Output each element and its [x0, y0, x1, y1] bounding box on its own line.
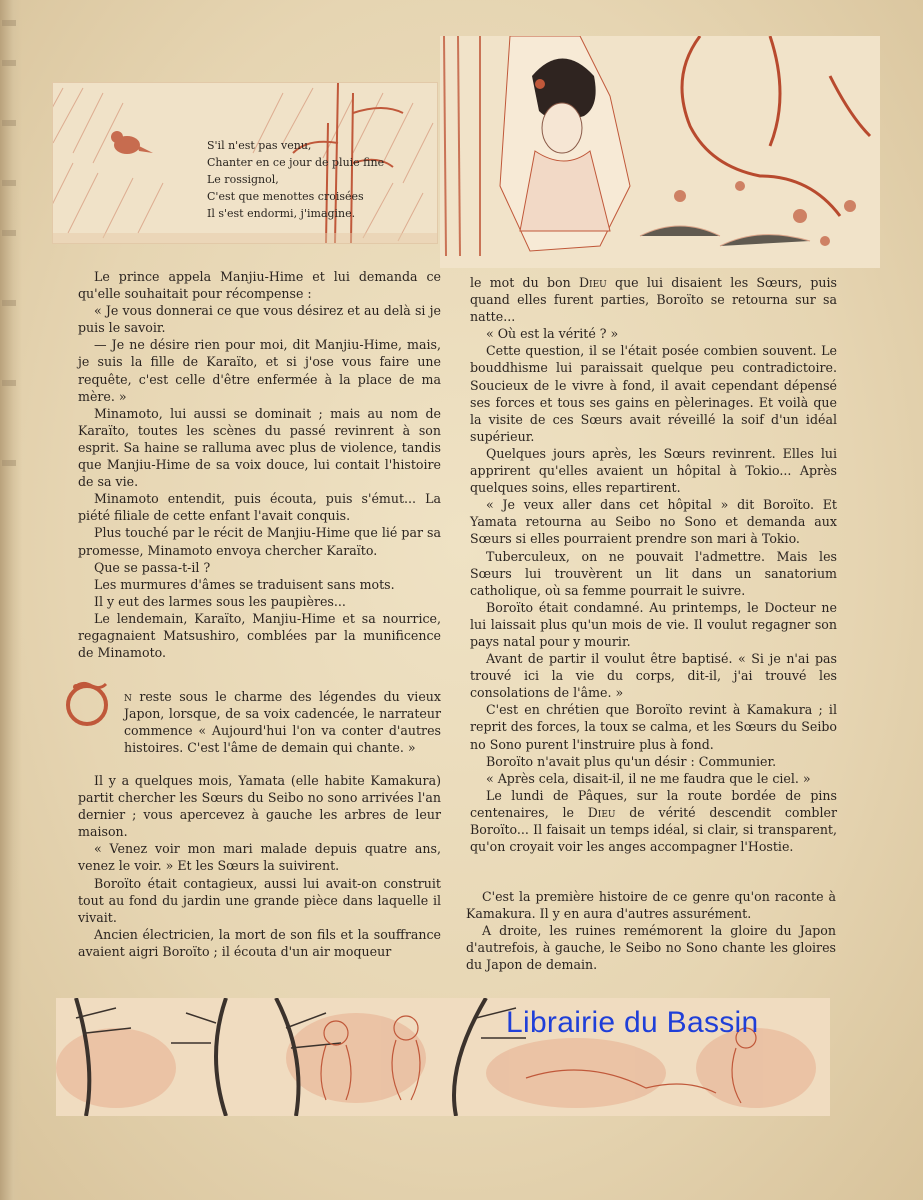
- dropcap-text: reste sous le charme des légendes du vieux Japon, lorsque, de sa voix cadencée, le narrateur commence « Aujourd'hui l'on va conter d'autres histoires. C'est l'âme de demain qui chante. »: [124, 689, 441, 756]
- poem-line: Le rossignol,: [207, 173, 279, 186]
- paragraph: Tuberculeux, on ne pouvait l'admettre. Mais les Sœurs lui trouvèrent un lit dans un sanatorium catholique, où sa femme pourrait le suivre.: [470, 548, 837, 598]
- ornate-dragon-ring-icon: [62, 678, 112, 728]
- poem-line: C'est que menottes croisées: [207, 190, 364, 203]
- paragraph: Minamoto entendit, puis écouta, puis s'émut... La piété filiale de cette enfant l'avait conquis.: [78, 491, 441, 524]
- paragraph: A droite, les ruines remémorent la gloire du Japon d'autrefois, à gauche, le Seibo no Sono chante les gloires du Japon de demain.: [466, 923, 836, 973]
- text-column-left-bottom: [78, 772, 441, 960]
- paragraph: Le lendemain, Karaïto, Manjiu-Hime et sa nourrice, regagnaient Matsushiro, comblées par la munificence de Minamoto.: [78, 610, 441, 661]
- dropcap-paragraph: [124, 688, 441, 756]
- text-run: Dieu: [578, 275, 607, 290]
- paragraph: [470, 787, 837, 855]
- paragraph: C'est en chrétien que Boroïto revint à Kamakura ; il reprit des forces, la toux se calma, et les Sœurs du Seibo no Sono purent l'instruire plus à fond.: [470, 702, 837, 752]
- paragraph: « Je veux aller dans cet hôpital » dit Boroïto. Et Yamata retourna au Seibo no Sono et demanda aux Sœurs si elles pourraient prendre son mari à Tokio.: [470, 497, 837, 547]
- paragraph: Il y eut des larmes sous les paupières...: [94, 593, 346, 609]
- text-run: Le lundi de Pâques, sur la route bordée de pins centenaires, le: [470, 787, 837, 820]
- woman-window-illustration: [440, 36, 880, 268]
- poem-line: Il s'est endormi, j'imagine.: [207, 207, 356, 220]
- paragraph: Boroïto était contagieux, aussi lui avait-on construit tout au fond du jardin une grande pièce dans laquelle il vivait.: [78, 875, 441, 925]
- paragraph: Avant de partir il voulut être baptisé. « Si je n'ai pas trouvé ici la vie du corps, dit-il, j'ai trouvé les consolations de l'âme. »: [470, 651, 837, 701]
- paragraph: C'est la première histoire de ce genre qu'on raconte à Kamakura. Il y en aura d'autres assurément.: [466, 889, 836, 922]
- paragraph: « Venez voir mon mari malade depuis quatre ans, venez le voir. » Et les Sœurs la suivirent.: [78, 841, 441, 874]
- text-run: de vérité descendit combler Boroïto... Il faisait un temps idéal, si clair, si transparent, qu'on croyait voir les anges accompagner l'Hostie.: [470, 804, 837, 855]
- paragraph: « Où est la vérité ? »: [486, 326, 619, 342]
- poem-line: S'il n'est pas venu,: [207, 139, 312, 152]
- text-run: Dieu: [587, 804, 616, 820]
- paragraph: Ancien électricien, la mort de son fils et la souffrance avaient aigri Boroïto ; il écouta d'un air moqueur: [78, 926, 441, 959]
- paragraph: Cette question, il se l'était posée combien souvent. Le bouddhisme lui paraissait quelque peu contradictoire. Soucieux de le vivre à fond, il avait cependant dépensé ses forces et tous ses gains en pèlerinages. Et voilà que la visite de ces Sœurs avait réveillé la soif d'un idéal supérieur.: [470, 343, 837, 444]
- text-run: que lui disaient les Sœurs, puis quand elles furent parties, Boroïto se retourna sur sa natte...: [470, 275, 837, 325]
- dropcap-first-word: n: [124, 689, 132, 704]
- paragraph: Le prince appela Manjiu-Hime et lui demanda ce qu'elle souhaitait pour récompense :: [78, 269, 441, 302]
- haiku-poem: [207, 137, 384, 222]
- paragraph: « Après cela, disait-il, il ne me faudra que le ciel. »: [486, 770, 811, 786]
- poem-line: Chanter en ce jour de pluie fine: [207, 156, 385, 169]
- text-run: le mot du bon: [470, 275, 579, 290]
- paragraph: Quelques jours après, les Sœurs revinrent. Elles lui apprirent qu'elles avaient un hôpital à Tokio... Après quelques soins, elles repartirent.: [470, 445, 837, 496]
- paragraph: — Je ne désire rien pour moi, dit Manjiu-Hime, mais, je suis la fille de Karaïto, et si j'ose vous faire une requête, c'est celle d'être enfermée à la place de ma mère. »: [78, 337, 441, 404]
- paragraph: Il y a quelques mois, Yamata (elle habite Kamakura) partit chercher les Sœurs du Seibo no sono arrivées l'an dernier ; vous apercevez à gauche les arbres de leur maison.: [78, 773, 441, 840]
- paragraph: Minamoto, lui aussi se dominait ; mais au nom de Karaïto, toutes les scènes du passé revinrent à son esprit. Sa haine se ralluma avec plus de violence, tandis que Manjiu-Hime de sa voix douce, lui contait l'histoire de sa vie.: [78, 405, 441, 490]
- paragraph: « Je vous donnerai ce que vous désirez et au delà si je puis le savoir.: [78, 303, 441, 336]
- woman-window-drawing: [440, 36, 880, 268]
- text-column-right: [470, 274, 837, 855]
- paragraph: Boroïto n'avait plus qu'un désir : Communier.: [486, 753, 777, 769]
- book-binding: [0, 0, 22, 1200]
- paragraph: Boroïto était condamné. Au printemps, le Docteur ne lui laissait plus qu'un mois de vie. Il voulut regagner son pays natal pour y mourir.: [470, 599, 837, 649]
- paragraph: Plus touché par le récit de Manjiu-Hime que lié par sa promesse, Minamoto envoya chercher Karaïto.: [78, 525, 441, 558]
- paragraph: Que se passa-t-il ?: [94, 559, 211, 575]
- paragraph: Les murmures d'âmes se traduisent sans mots.: [94, 576, 395, 592]
- watermark-text: Librairie du Bassin: [506, 1006, 759, 1039]
- text-column-left-top: [78, 268, 441, 661]
- text-column-right-bottom: [466, 888, 836, 973]
- paragraph: [470, 274, 837, 325]
